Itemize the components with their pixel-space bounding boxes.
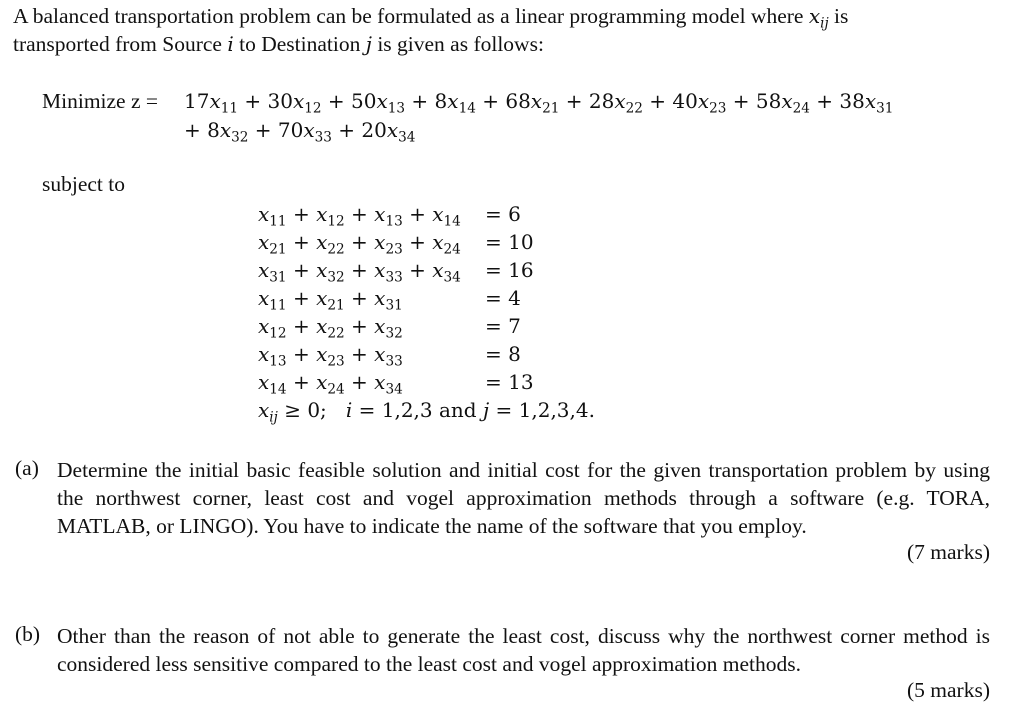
constraint-rhs: = 8	[485, 342, 521, 366]
intro-line-1	[13, 4, 849, 32]
objective-term: + $8x_{32}$	[184, 118, 249, 146]
intro-text-1b: is	[834, 4, 849, 28]
question-a-label: (a)	[15, 456, 39, 480]
constraint-lhs: $x_{13} + x_{23} + x_{33}$	[258, 342, 403, 370]
objective-term: + $68x_{21}$	[475, 89, 560, 117]
objective-term: + $30x_{12}$	[238, 89, 322, 117]
subject-to-label: subject to	[42, 172, 125, 196]
constraint-rhs: = 4	[485, 286, 521, 310]
constraint-lhs: $x_{12} + x_{22} + x_{32}$	[258, 314, 403, 342]
constraint-lhs: $x_{31} + x_{32} + x_{33} + x_{34}$	[258, 258, 461, 286]
question-b-label: (b)	[15, 622, 41, 646]
objective-line-1	[184, 89, 894, 117]
constraint-rhs: = 10	[485, 230, 534, 254]
objective-term: + $40x_{23}$	[642, 89, 727, 117]
objective-line-2	[184, 118, 416, 146]
objective-term: + $70x_{33}$	[248, 118, 332, 146]
objective-term: $17x_{11}$	[184, 89, 239, 117]
objective-term: + $58x_{24}$	[726, 89, 810, 117]
question-b-text: Other than the reason of not able to generate the least cost, discuss why the northwest corner method is considered less sensitive compared to the least cost and vogel approximation methods.	[57, 624, 990, 676]
intro-text-1: A balanced transportation problem can be formulated as a linear programming model where	[13, 4, 804, 28]
constraint-lhs: $x_{21} + x_{22} + x_{23} + x_{24}$	[258, 230, 461, 258]
constraint-rhs: = 16	[485, 258, 534, 282]
constraint-rhs: = 13	[485, 370, 534, 394]
constraint-rhs: = 6	[485, 202, 521, 226]
var-j: j	[365, 32, 372, 56]
constraint-lhs: $x_{14} + x_{24} + x_{34}$	[258, 370, 403, 398]
constraint-rhs: = 7	[485, 314, 521, 338]
question-b-marks: (5 marks)	[907, 678, 990, 702]
objective-term: + $20x_{34}$	[331, 118, 416, 146]
objective-label: Minimize z =	[42, 89, 159, 113]
objective-term: + $28x_{22}$	[559, 89, 643, 117]
question-a-marks: (7 marks)	[907, 540, 990, 564]
question-a-text: Determine the initial basic feasible solution and initial cost for the given transportation problem by using the northwest corner, least cost and vogel approximation methods through a software (e.g. TORA, MATLAB, or LINGO). You have to indicate the name of the software that you employ.	[57, 458, 990, 538]
constraint-lhs: $x_{11} + x_{12} + x_{13} + x_{14}$	[258, 202, 461, 230]
objective-term: + $38x_{31}$	[809, 89, 894, 117]
var-xij: $x_{ij}$	[808, 4, 829, 32]
intro-line-2: transported from Source i to Destination j is given as follows:	[13, 32, 544, 56]
objective-term: + $50x_{13}$	[321, 89, 406, 117]
var-i: i	[227, 32, 234, 56]
objective-term: + $8x_{14}$	[405, 89, 476, 117]
nonnegativity: $x_{ij} \ge 0$; i = 1,2,3 and j = 1,2,3,4.	[258, 398, 595, 426]
constraint-lhs: $x_{11} + x_{21} + x_{31}$	[258, 286, 403, 314]
